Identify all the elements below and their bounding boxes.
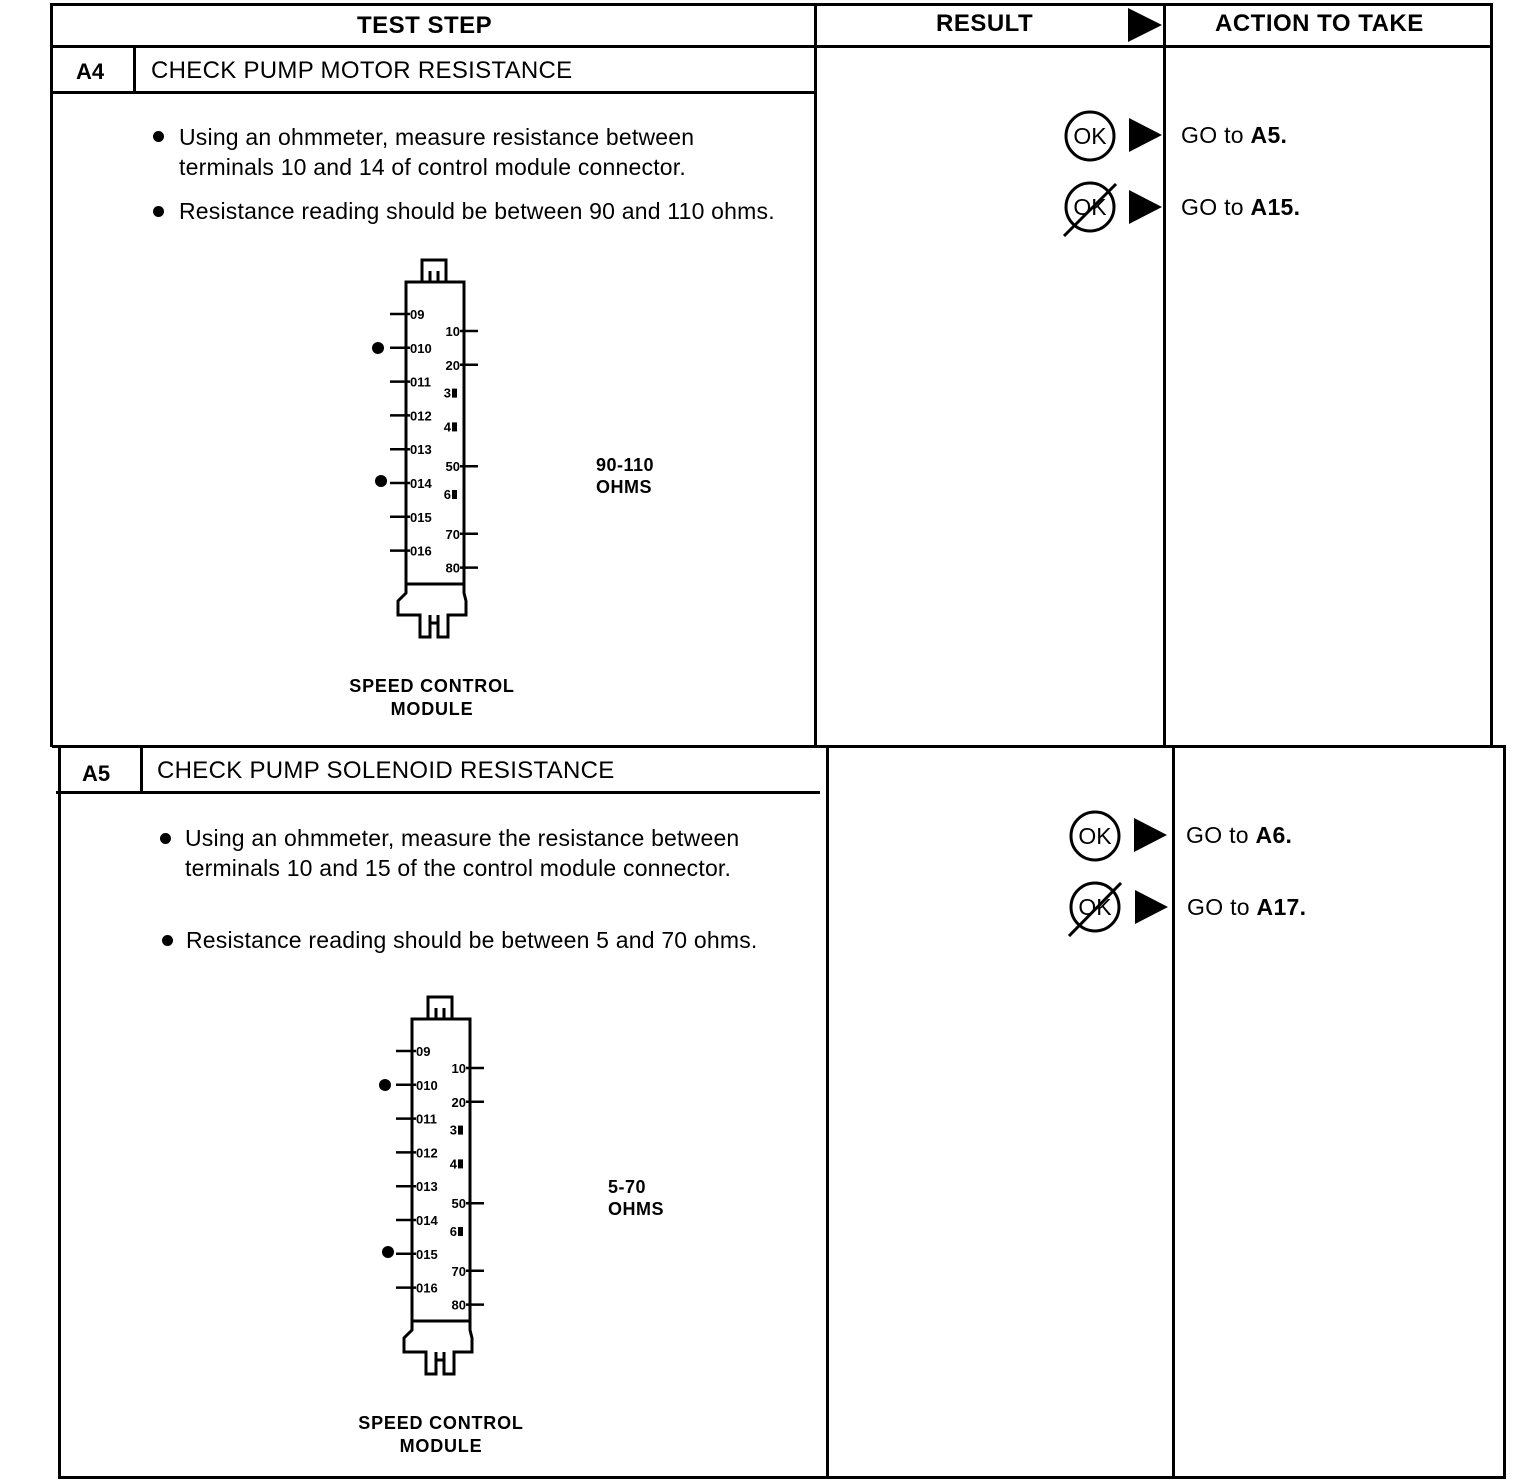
action-prefix: GO to [1187,894,1257,920]
pin-label: 4 [449,1156,457,1172]
caption-line: SPEED CONTROL [349,676,515,696]
caption-line: SPEED CONTROL [358,1413,524,1433]
pin-label: 4 [443,419,451,435]
probe-point-icon [382,1246,394,1258]
ok-icon [1067,810,1123,862]
action-target: A17. [1256,894,1307,920]
pin-label: 016 [416,1280,438,1296]
action-target: A5. [1250,122,1288,148]
arrow-icon [1129,190,1163,224]
pin-label: 016 [410,543,432,559]
header-result: RESULT [936,10,1034,37]
step-id: A5 [82,761,111,786]
header-action: ACTION TO TAKE [1215,10,1424,37]
bullet-icon [162,935,173,946]
pin-label: 6 [449,1224,457,1239]
action-go-to [1187,894,1306,921]
pin-label: 013 [410,442,432,458]
pin-label: 015 [416,1246,438,1262]
arrow-icon [1135,890,1169,924]
pin-label: 50 [445,459,460,475]
ohms-range: 5-70 [608,1177,647,1197]
not-ok-icon [1060,180,1120,238]
caption-line: MODULE [399,1436,483,1456]
pin-label: 012 [416,1145,438,1161]
connector-pin [458,1126,463,1135]
pin-label: 09 [416,1044,431,1059]
action-target: A6. [1255,822,1293,848]
bullet-icon [153,131,164,142]
svg-text:OK: OK [1073,123,1107,149]
pin-label: 50 [451,1196,466,1212]
ok-icon [1062,110,1118,162]
action-prefix: GO to [1181,122,1251,148]
header-test-step: TEST STEP [357,12,493,39]
step-instruction: Using an ohmmeter, measure resistance between terminals 10 and 14 of control module connector. [179,124,695,180]
arrow-icon [1134,818,1168,852]
pin-label: 011 [410,374,431,390]
ohms-unit: OHMS [596,477,652,497]
ohms-unit: OHMS [608,1199,664,1219]
connector-pin [452,422,457,431]
step-id: A4 [76,59,105,84]
probe-point-icon [375,475,387,487]
step-title: CHECK PUMP MOTOR RESISTANCE [151,57,573,84]
bullet-icon [153,206,164,217]
pin-label: 3 [443,385,451,401]
pin-label: 011 [416,1111,437,1127]
pin-label: 80 [445,560,460,576]
ohms-value [608,1176,664,1220]
arrow-icon [1129,118,1163,152]
pin-label: 20 [451,1094,466,1110]
probe-point-icon [379,1079,391,1091]
pin-label: 3 [449,1122,457,1138]
pin-label: 70 [451,1263,466,1279]
header-arrow-icon [1128,8,1164,42]
caption-line: MODULE [390,699,474,719]
module-caption [322,675,542,721]
action-go-to [1181,194,1300,221]
pin-label: 10 [445,324,460,339]
not-ok-icon [1065,879,1125,937]
connector-pin [458,1159,463,1168]
svg-text:OK: OK [1073,194,1107,220]
connector-pin [458,1227,463,1236]
step-instruction: Resistance reading should be between 5 and 70 ohms. [186,927,758,953]
pin-label: 20 [445,357,460,373]
pin-label: 80 [451,1297,466,1313]
ohms-value [596,454,654,498]
pin-label: 015 [410,509,432,525]
action-go-to [1181,122,1287,149]
connector-diagram [360,255,490,645]
module-caption [331,1412,551,1458]
connector-diagram [366,992,496,1382]
action-target: A15. [1250,194,1301,220]
pin-label: 70 [445,526,460,542]
ohms-range: 90-110 [596,455,655,475]
connector-pin [452,389,457,398]
step-title: CHECK PUMP SOLENOID RESISTANCE [157,757,615,784]
pin-label: 010 [410,340,432,356]
action-prefix: GO to [1186,822,1256,848]
action-prefix: GO to [1181,194,1251,220]
pin-label: 10 [451,1061,466,1076]
bullet-icon [160,833,171,844]
pin-label: 6 [443,487,451,502]
step-instruction: Resistance reading should be between 90 and 110 ohms. [179,198,775,224]
pin-label: 012 [410,408,432,424]
pin-label: 014 [410,476,432,491]
step-instruction: Using an ohmmeter, measure the resistance between terminals 10 and 15 of the control module connector. [185,825,740,881]
pin-label: 09 [410,307,425,322]
pin-label: 010 [416,1077,438,1093]
action-go-to [1186,822,1292,849]
probe-point-icon [372,342,384,354]
pin-label: 013 [416,1179,438,1195]
svg-text:OK: OK [1078,894,1112,920]
pin-label: 014 [416,1213,438,1228]
connector-pin [452,490,457,499]
svg-text:OK: OK [1078,823,1112,849]
